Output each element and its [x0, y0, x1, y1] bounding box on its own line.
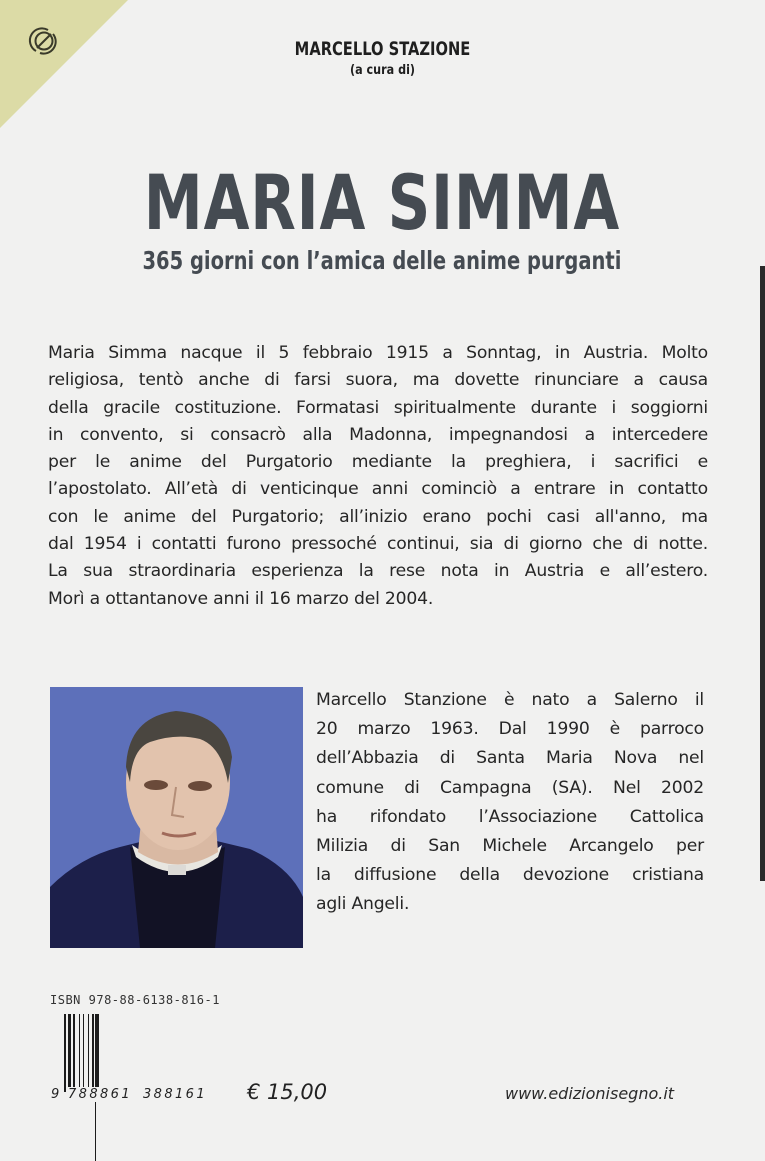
- barcode-first-digit: 9: [51, 1087, 62, 1102]
- portrait-image: [50, 687, 303, 948]
- author-name: MARCELLO STAZIONE: [294, 38, 471, 60]
- author-bio: [316, 686, 704, 920]
- synopsis-line: dal 1954 i contatti furono pressoché continui, sia di giorno che di notte.: [48, 534, 708, 555]
- barcode-left-group: 788861: [68, 1087, 133, 1102]
- author-bio-line: Milizia di San Michele Arcangelo per: [316, 836, 704, 857]
- synopsis-line: per le anime del Purgatorio mediante la preghiera, i sacrifici e: [48, 452, 708, 473]
- synopsis-line: religiosa, tentò anche di farsi suora, ma dovette rinunciare a causa: [48, 370, 708, 391]
- synopsis: [48, 340, 708, 613]
- spine-edge: [760, 266, 765, 881]
- synopsis-line: della gracile costituzione. Formatasi spiritualmente durante i soggiorni: [48, 397, 708, 418]
- author-photo: [50, 687, 303, 948]
- book-title: MARIA SIMMA: [143, 158, 621, 247]
- author-bio-line: comune di Campagna (SA). Nel 2002: [316, 777, 704, 798]
- synopsis-line: l’apostolato. All’età di venticinque anni cominciò a entrare in contatto: [48, 479, 708, 500]
- author-bio-line: agli Angeli.: [316, 894, 410, 915]
- barcode-right-group: 388161: [143, 1087, 208, 1102]
- author-bio-line: dell’Abbazia di Santa Maria Nova nel: [316, 748, 704, 769]
- isbn-label: ISBN 978-88-6138-816-1: [50, 993, 220, 1007]
- barcode: [64, 1014, 99, 1092]
- synopsis-line: Morì a ottantanove anni il 16 marzo del 2004.: [48, 588, 434, 609]
- synopsis-line: in convento, si consacrò alla Madonna, impegnandosi a intercedere: [48, 424, 708, 445]
- author-bio-line: la diffusione della devozione cristiana: [316, 865, 704, 886]
- price: € 15,00: [247, 1080, 328, 1104]
- author-bio-line: 20 marzo 1963. Dal 1990 è parroco: [316, 719, 704, 740]
- book-subtitle: 365 giorni con l’amica delle anime purganti: [142, 246, 622, 275]
- author-bio-line: Marcello Stanzione è nato a Salerno il: [316, 690, 704, 710]
- synopsis-line: La sua straordinaria esperienza la rese nota in Austria e all’estero.: [48, 561, 708, 582]
- synopsis-line: Maria Simma nacque il 5 febbraio 1915 a Sonntag, in Austria. Molto: [48, 343, 708, 363]
- curator-note: (a cura di): [349, 63, 416, 78]
- synopsis-line: con le anime del Purgatorio; all’inizio erano pochi casi all'anno, ma: [48, 506, 708, 527]
- author-bio-line: ha rifondato l’Associazione Cattolica: [316, 806, 704, 827]
- publisher-website: www.edizionisegno.it: [505, 1084, 675, 1103]
